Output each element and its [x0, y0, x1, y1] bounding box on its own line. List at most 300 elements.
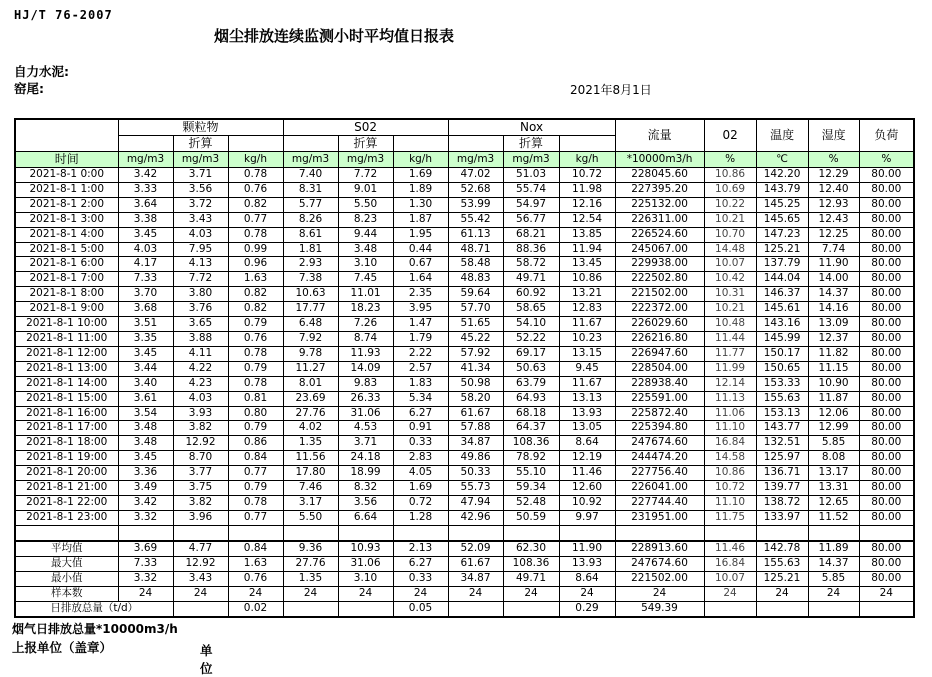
value-cell: 153.13 — [756, 406, 808, 421]
value-cell: 2.83 — [393, 451, 448, 466]
value-cell: 80.00 — [859, 436, 914, 451]
value-cell: 51.65 — [448, 317, 503, 332]
value-cell: 14.37 — [808, 287, 859, 302]
value-cell: 52.68 — [448, 182, 503, 197]
time-cell: 2021-8-1 9:00 — [15, 302, 118, 317]
table-row — [15, 168, 914, 183]
value-cell: 80.00 — [859, 541, 914, 556]
value-cell: 3.68 — [118, 302, 173, 317]
value-cell: 0.99 — [228, 242, 283, 257]
value-cell: 4.22 — [173, 361, 228, 376]
value-cell: 24 — [228, 586, 283, 601]
value-cell: 13.15 — [559, 346, 615, 361]
value-cell: 221502.00 — [615, 571, 704, 586]
value-cell: 63.79 — [503, 376, 559, 391]
value-cell: 6.64 — [338, 510, 393, 525]
value-cell: 58.65 — [503, 302, 559, 317]
sub-blank — [393, 136, 448, 152]
value-cell: 88.36 — [503, 242, 559, 257]
value-cell: 11.90 — [808, 257, 859, 272]
sub-blank — [448, 136, 503, 152]
company-name: 自力水泥: — [14, 64, 69, 79]
time-header: 时间 — [15, 152, 118, 168]
value-cell: 80.00 — [859, 346, 914, 361]
value-cell: 27.76 — [283, 556, 338, 571]
value-cell: 9.45 — [559, 361, 615, 376]
time-cell: 2021-8-1 1:00 — [15, 182, 118, 197]
value-cell: 8.23 — [338, 212, 393, 227]
value-cell: 12.19 — [559, 451, 615, 466]
value-cell: 24 — [808, 586, 859, 601]
value-cell: 3.82 — [173, 421, 228, 436]
value-cell: 9.44 — [338, 227, 393, 242]
value-cell: 3.56 — [173, 182, 228, 197]
value-cell: 226524.60 — [615, 227, 704, 242]
value-cell: 12.83 — [559, 302, 615, 317]
empty-cell — [393, 525, 448, 540]
value-cell: 49.71 — [503, 272, 559, 287]
value-cell: 7.74 — [808, 242, 859, 257]
value-cell: 51.03 — [503, 168, 559, 183]
value-cell: 50.63 — [503, 361, 559, 376]
value-cell: 3.72 — [173, 197, 228, 212]
time-cell: 2021-8-1 23:00 — [15, 510, 118, 525]
value-cell: 0.33 — [393, 571, 448, 586]
value-cell: 2.93 — [283, 257, 338, 272]
value-cell: 7.72 — [173, 272, 228, 287]
value-cell: 11.67 — [559, 317, 615, 332]
value-cell: 58.48 — [448, 257, 503, 272]
value-cell: 62.30 — [503, 541, 559, 556]
value-cell: 5.85 — [808, 436, 859, 451]
value-cell: 6.27 — [393, 406, 448, 421]
location-label: 窑尾: — [14, 81, 44, 96]
value-cell: 0.78 — [228, 227, 283, 242]
value-cell: 24 — [393, 586, 448, 601]
summary-label: 样本数 — [15, 586, 118, 601]
value-cell: 4.13 — [173, 257, 228, 272]
value-cell: 11.82 — [808, 346, 859, 361]
value-cell: 41.34 — [448, 361, 503, 376]
value-cell: 2.13 — [393, 541, 448, 556]
time-cell: 2021-8-1 10:00 — [15, 317, 118, 332]
value-cell: 55.42 — [448, 212, 503, 227]
value-cell: 10.90 — [808, 376, 859, 391]
value-cell: 3.95 — [393, 302, 448, 317]
value-cell: 0.33 — [393, 436, 448, 451]
value-cell: 3.71 — [173, 168, 228, 183]
value-cell: 80.00 — [859, 556, 914, 571]
value-cell: 137.79 — [756, 257, 808, 272]
value-cell: 8.01 — [283, 376, 338, 391]
value-cell: 24 — [756, 586, 808, 601]
table-row — [15, 272, 914, 287]
summary-row — [15, 586, 914, 601]
value-cell: 3.45 — [118, 451, 173, 466]
table-row — [15, 302, 914, 317]
value-cell: 12.92 — [173, 436, 228, 451]
value-cell: 0.72 — [393, 495, 448, 510]
value-cell: 14.00 — [808, 272, 859, 287]
value-cell: 4.11 — [173, 346, 228, 361]
value-cell: 80.00 — [859, 571, 914, 586]
value-cell: 5.34 — [393, 391, 448, 406]
value-cell: 155.63 — [756, 391, 808, 406]
value-cell: 80.00 — [859, 317, 914, 332]
empty-cell — [559, 525, 615, 540]
empty-cell — [756, 525, 808, 540]
value-cell: 11.27 — [283, 361, 338, 376]
value-cell: 80.00 — [859, 272, 914, 287]
value-cell: 54.97 — [503, 197, 559, 212]
table-row — [15, 436, 914, 451]
summary-row — [15, 556, 914, 571]
header-temperature: 温度 — [756, 119, 808, 152]
sub-converted: 折算 — [338, 136, 393, 152]
time-cell: 2021-8-1 7:00 — [15, 272, 118, 287]
value-cell: 12.29 — [808, 168, 859, 183]
table-row — [15, 212, 914, 227]
value-cell: 11.10 — [704, 421, 756, 436]
unit-cell: kg/h — [393, 152, 448, 168]
value-cell: 10.48 — [704, 317, 756, 332]
value-cell: 61.67 — [448, 556, 503, 571]
value-cell: 4.03 — [173, 391, 228, 406]
value-cell — [756, 601, 808, 616]
table-row — [15, 317, 914, 332]
table-row — [15, 242, 914, 257]
time-cell: 2021-8-1 14:00 — [15, 376, 118, 391]
value-cell: 3.88 — [173, 331, 228, 346]
value-cell: 1.69 — [393, 168, 448, 183]
value-cell: 80.00 — [859, 406, 914, 421]
value-cell: 52.09 — [448, 541, 503, 556]
value-cell: 7.45 — [338, 272, 393, 287]
table-row — [15, 376, 914, 391]
value-cell: 24 — [859, 586, 914, 601]
value-cell: 3.10 — [338, 257, 393, 272]
value-cell: 0.77 — [228, 510, 283, 525]
value-cell: 228504.00 — [615, 361, 704, 376]
value-cell: 3.38 — [118, 212, 173, 227]
value-cell: 228938.40 — [615, 376, 704, 391]
value-cell: 0.29 — [559, 601, 615, 616]
value-cell: 108.36 — [503, 556, 559, 571]
value-cell: 24 — [615, 586, 704, 601]
value-cell: 52.48 — [503, 495, 559, 510]
value-cell: 142.78 — [756, 541, 808, 556]
value-cell: 221502.00 — [615, 287, 704, 302]
value-cell: 13.31 — [808, 481, 859, 496]
report-title: 烟尘排放连续监测小时平均值日报表 — [213, 27, 454, 45]
value-cell: 80.00 — [859, 227, 914, 242]
value-cell: 10.42 — [704, 272, 756, 287]
value-cell: 11.67 — [559, 376, 615, 391]
empty-cell — [118, 525, 173, 540]
table-row — [15, 346, 914, 361]
value-cell: 49.71 — [503, 571, 559, 586]
time-cell: 2021-8-1 3:00 — [15, 212, 118, 227]
value-cell: 80.00 — [859, 376, 914, 391]
hourly-data-table — [14, 118, 915, 542]
value-cell: 7.92 — [283, 331, 338, 346]
value-cell: 3.56 — [338, 495, 393, 510]
value-cell: 3.17 — [283, 495, 338, 510]
value-cell: 78.92 — [503, 451, 559, 466]
sub-blank — [559, 136, 615, 152]
value-cell: 13.45 — [559, 257, 615, 272]
value-cell: 147.23 — [756, 227, 808, 242]
value-cell: 5.85 — [808, 571, 859, 586]
table-row — [15, 287, 914, 302]
value-cell: 227744.40 — [615, 495, 704, 510]
value-cell: 10.72 — [559, 168, 615, 183]
value-cell: 80.00 — [859, 197, 914, 212]
value-cell: 3.45 — [118, 227, 173, 242]
value-cell: 80.00 — [859, 510, 914, 525]
value-cell: 8.64 — [559, 436, 615, 451]
unit-cell: % — [808, 152, 859, 168]
value-cell: 3.10 — [338, 571, 393, 586]
value-cell: 3.80 — [173, 287, 228, 302]
value-cell: 1.28 — [393, 510, 448, 525]
value-cell: 0.78 — [228, 376, 283, 391]
summary-table — [14, 540, 915, 618]
value-cell: 24 — [559, 586, 615, 601]
value-cell: 143.16 — [756, 317, 808, 332]
value-cell — [173, 601, 228, 616]
value-cell: 80.00 — [859, 212, 914, 227]
value-cell: 11.13 — [704, 391, 756, 406]
value-cell: 12.40 — [808, 182, 859, 197]
table-row — [15, 331, 914, 346]
value-cell: 80.00 — [859, 495, 914, 510]
value-cell: 226311.00 — [615, 212, 704, 227]
value-cell: 11.46 — [704, 541, 756, 556]
time-cell: 2021-8-1 15:00 — [15, 391, 118, 406]
value-cell: 11.75 — [704, 510, 756, 525]
unit-cell: mg/m3 — [338, 152, 393, 168]
time-cell: 2021-8-1 19:00 — [15, 451, 118, 466]
value-cell: 0.05 — [393, 601, 448, 616]
value-cell: 225591.00 — [615, 391, 704, 406]
value-cell: 3.36 — [118, 466, 173, 481]
value-cell: 8.26 — [283, 212, 338, 227]
value-cell: 31.06 — [338, 556, 393, 571]
group-nox: Nox — [448, 119, 615, 136]
value-cell: 145.61 — [756, 302, 808, 317]
value-cell: 10.72 — [704, 481, 756, 496]
unit-cell: mg/m3 — [283, 152, 338, 168]
value-cell: 3.32 — [118, 571, 173, 586]
value-cell: 80.00 — [859, 257, 914, 272]
daily-total-row — [15, 601, 914, 616]
value-cell: 80.00 — [859, 182, 914, 197]
time-cell: 2021-8-1 0:00 — [15, 168, 118, 183]
value-cell: 3.96 — [173, 510, 228, 525]
value-cell: 12.14 — [704, 376, 756, 391]
header-o2: 02 — [704, 119, 756, 152]
value-cell: 50.59 — [503, 510, 559, 525]
value-cell: 69.17 — [503, 346, 559, 361]
value-cell: 24 — [283, 586, 338, 601]
value-cell: 247674.60 — [615, 556, 704, 571]
value-cell: 80.00 — [859, 168, 914, 183]
value-cell: 139.77 — [756, 481, 808, 496]
value-cell: 227756.40 — [615, 466, 704, 481]
value-cell: 153.33 — [756, 376, 808, 391]
value-cell: 14.09 — [338, 361, 393, 376]
value-cell: 61.13 — [448, 227, 503, 242]
value-cell: 12.54 — [559, 212, 615, 227]
value-cell: 3.75 — [173, 481, 228, 496]
value-cell: 132.51 — [756, 436, 808, 451]
unit-label: 单位 — [200, 643, 213, 676]
value-cell: 125.97 — [756, 451, 808, 466]
header-humidity: 湿度 — [808, 119, 859, 152]
value-cell: 10.63 — [283, 287, 338, 302]
value-cell: 12.43 — [808, 212, 859, 227]
time-cell: 2021-8-1 2:00 — [15, 197, 118, 212]
value-cell: 56.77 — [503, 212, 559, 227]
value-cell: 143.77 — [756, 421, 808, 436]
value-cell: 0.76 — [228, 571, 283, 586]
value-cell: 10.93 — [338, 541, 393, 556]
value-cell: 150.65 — [756, 361, 808, 376]
value-cell: 8.08 — [808, 451, 859, 466]
empty-cell — [338, 525, 393, 540]
value-cell: 1.63 — [228, 272, 283, 287]
value-cell: 7.40 — [283, 168, 338, 183]
value-cell: 8.61 — [283, 227, 338, 242]
value-cell: 53.99 — [448, 197, 503, 212]
empty-cell — [173, 525, 228, 540]
value-cell: 8.64 — [559, 571, 615, 586]
value-cell: 155.63 — [756, 556, 808, 571]
value-cell: 7.46 — [283, 481, 338, 496]
value-cell: 138.72 — [756, 495, 808, 510]
value-cell: 3.51 — [118, 317, 173, 332]
value-cell: 12.37 — [808, 331, 859, 346]
header-group-row — [15, 119, 914, 136]
value-cell: 145.25 — [756, 197, 808, 212]
sub-converted: 折算 — [503, 136, 559, 152]
value-cell: 0.82 — [228, 197, 283, 212]
value-cell: 0.86 — [228, 436, 283, 451]
value-cell: 55.73 — [448, 481, 503, 496]
value-cell: 11.52 — [808, 510, 859, 525]
value-cell: 4.03 — [118, 242, 173, 257]
value-cell: 3.93 — [173, 406, 228, 421]
value-cell — [859, 601, 914, 616]
value-cell: 57.88 — [448, 421, 503, 436]
value-cell: 2.57 — [393, 361, 448, 376]
value-cell: 24 — [503, 586, 559, 601]
value-cell: 1.87 — [393, 212, 448, 227]
unit-cell: *10000m3/h — [615, 152, 704, 168]
footnote-report-unit — [12, 638, 213, 676]
table-row — [15, 481, 914, 496]
value-cell: 5.50 — [338, 197, 393, 212]
summary-label: 最大值 — [15, 556, 118, 571]
value-cell: 228913.60 — [615, 541, 704, 556]
table-row — [15, 451, 914, 466]
value-cell — [808, 601, 859, 616]
value-cell: 47.02 — [448, 168, 503, 183]
empty-cell — [283, 525, 338, 540]
value-cell: 3.33 — [118, 182, 173, 197]
value-cell: 12.60 — [559, 481, 615, 496]
table-row — [15, 406, 914, 421]
value-cell: 229938.00 — [615, 257, 704, 272]
daily-total-label: 日排放总量（t/d） — [15, 601, 173, 616]
value-cell: 0.78 — [228, 346, 283, 361]
group-particulate: 颗粒物 — [118, 119, 283, 136]
value-cell: 11.44 — [704, 331, 756, 346]
value-cell: 11.01 — [338, 287, 393, 302]
empty-cell — [859, 525, 914, 540]
time-cell: 2021-8-1 5:00 — [15, 242, 118, 257]
value-cell: 24 — [448, 586, 503, 601]
value-cell: 9.97 — [559, 510, 615, 525]
value-cell: 7.33 — [118, 556, 173, 571]
value-cell: 49.86 — [448, 451, 503, 466]
value-cell: 0.79 — [228, 317, 283, 332]
value-cell: 48.83 — [448, 272, 503, 287]
value-cell: 4.17 — [118, 257, 173, 272]
value-cell: 11.77 — [704, 346, 756, 361]
value-cell: 55.10 — [503, 466, 559, 481]
value-cell: 7.33 — [118, 272, 173, 287]
value-cell: 244474.20 — [615, 451, 704, 466]
value-cell: 11.89 — [808, 541, 859, 556]
value-cell: 3.43 — [173, 212, 228, 227]
value-cell: 0.78 — [228, 168, 283, 183]
value-cell: 9.01 — [338, 182, 393, 197]
value-cell: 13.85 — [559, 227, 615, 242]
time-cell: 2021-8-1 20:00 — [15, 466, 118, 481]
value-cell: 14.16 — [808, 302, 859, 317]
time-cell: 2021-8-1 21:00 — [15, 481, 118, 496]
value-cell: 27.76 — [283, 406, 338, 421]
value-cell: 10.21 — [704, 212, 756, 227]
value-cell: 12.93 — [808, 197, 859, 212]
value-cell: 80.00 — [859, 421, 914, 436]
value-cell: 10.22 — [704, 197, 756, 212]
value-cell: 227395.20 — [615, 182, 704, 197]
value-cell: 0.79 — [228, 361, 283, 376]
unit-cell: mg/m3 — [503, 152, 559, 168]
value-cell: 10.86 — [704, 168, 756, 183]
value-cell: 0.82 — [228, 302, 283, 317]
value-cell: 18.99 — [338, 466, 393, 481]
value-cell: 3.48 — [118, 421, 173, 436]
value-cell: 1.35 — [283, 571, 338, 586]
value-cell: 11.06 — [704, 406, 756, 421]
value-cell: 13.13 — [559, 391, 615, 406]
value-cell — [338, 601, 393, 616]
value-cell — [503, 601, 559, 616]
value-cell: 3.71 — [338, 436, 393, 451]
value-cell: 0.80 — [228, 406, 283, 421]
value-cell: 226041.00 — [615, 481, 704, 496]
value-cell: 1.63 — [228, 556, 283, 571]
value-cell: 12.06 — [808, 406, 859, 421]
value-cell: 3.48 — [118, 436, 173, 451]
value-cell: 50.33 — [448, 466, 503, 481]
value-cell: 9.83 — [338, 376, 393, 391]
value-cell: 1.35 — [283, 436, 338, 451]
